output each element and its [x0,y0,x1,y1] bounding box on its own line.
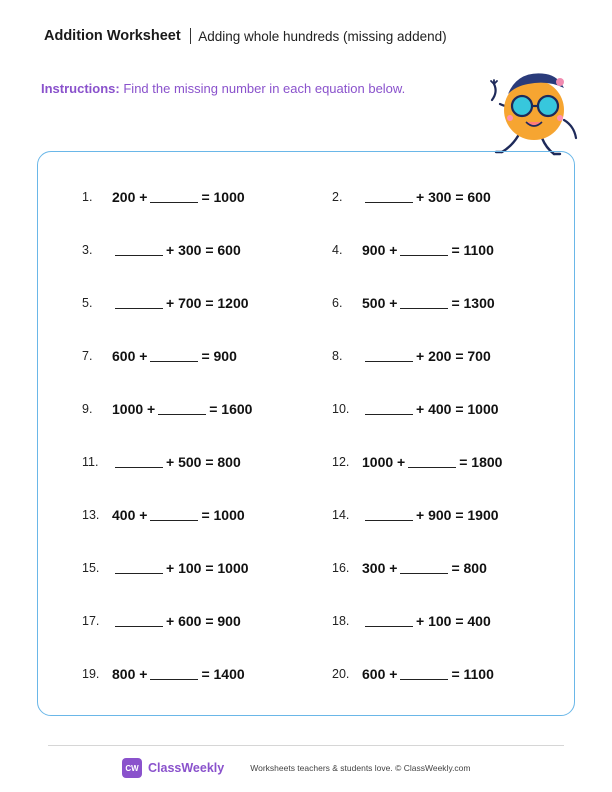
equation [362,507,499,523]
equation-right-part: = 1800 [459,454,503,470]
answer-blank[interactable] [365,350,413,362]
worksheet-subtitle: Adding whole hundreds (missing addend) [198,28,447,44]
answer-blank[interactable] [115,244,163,256]
footer [122,758,470,778]
problem-item [332,505,499,525]
instructions-text: Find the missing number in each equation below. [123,81,406,96]
equation-left-part: 400 + [112,507,148,523]
problem-item [82,240,241,260]
equation-right-part: = 1600 [209,401,253,417]
answer-blank[interactable] [115,456,163,468]
sunglasses-mascot-illustration [488,60,584,160]
problem-number: 16. [332,561,350,575]
answer-blank[interactable] [365,403,413,415]
equation-right-part: + 500 = 800 [166,454,241,470]
problem-number: 8. [332,349,343,363]
equation [362,189,491,205]
problem-number: 12. [332,455,350,469]
footer-divider [48,745,564,746]
equation-right-part: + 400 = 1000 [416,401,499,417]
equation-right-part: = 1100 [451,242,494,258]
equation [112,454,241,470]
equation-right-part: + 200 = 700 [416,348,491,364]
equation [362,560,487,576]
equation-right-part: + 300 = 600 [166,242,241,258]
answer-blank[interactable] [150,509,198,521]
equation-right-part: + 100 = 1000 [166,560,249,576]
answer-blank[interactable] [150,668,198,680]
problem-number: 2. [332,190,343,204]
equation-right-part: + 700 = 1200 [166,295,249,311]
equation-left-part: 500 + [362,295,398,311]
footer-tagline: Worksheets teachers & students love. © ClassWeekly.com [250,763,471,773]
equation-right-part: = 1000 [201,507,245,523]
problem-number: 4. [332,243,343,257]
problem-item [82,346,237,366]
equation [362,613,491,629]
equation-left-part: 1000 + [362,454,406,470]
equation [362,242,494,258]
equation [362,295,495,311]
equation [362,348,491,364]
equation-left-part: 900 + [362,242,398,258]
header-divider [190,28,192,44]
brand-name[interactable]: ClassWeekly [148,761,225,775]
answer-blank[interactable] [400,562,448,574]
equation-right-part: + 300 = 600 [416,189,491,205]
problem-item [82,611,241,631]
equation-right-part: + 600 = 900 [166,613,241,629]
equation [112,242,241,258]
problem-item [332,399,499,419]
problem-item [332,611,491,631]
problem-number: 9. [82,402,93,416]
equation-left-part: 1000 + [112,401,156,417]
worksheet-header [44,28,447,44]
answer-blank[interactable] [400,668,448,680]
answer-blank[interactable] [365,615,413,627]
equation [362,666,494,682]
equation [112,507,245,523]
problem-number: 19. [82,667,100,681]
classweekly-logo: CW [122,758,142,778]
problem-number: 18. [332,614,350,628]
worksheet-title: Addition Worksheet [44,28,181,44]
problem-item [82,187,245,207]
problem-item [332,452,502,472]
equation-right-part: = 1400 [201,666,245,682]
answer-blank[interactable] [115,562,163,574]
equation-right-part: = 1000 [201,189,245,205]
problem-item [332,293,495,313]
problem-number: 11. [82,455,99,469]
instructions [41,81,405,96]
problem-number: 15. [82,561,100,575]
problem-number: 1. [82,190,93,204]
answer-blank[interactable] [400,297,448,309]
equation-left-part: 600 + [362,666,398,682]
instructions-label: Instructions: [41,81,120,96]
problem-number: 20. [332,667,350,681]
answer-blank[interactable] [365,509,413,521]
problem-number: 13. [82,508,100,522]
equation-left-part: 200 + [112,189,148,205]
problem-item [332,664,494,684]
problem-item [82,452,241,472]
problem-number: 3. [82,243,93,257]
problem-number: 5. [82,296,93,310]
answer-blank[interactable] [408,456,456,468]
equation-right-part: = 1100 [451,666,494,682]
problem-item [82,399,252,419]
equation-right-part: = 1300 [451,295,495,311]
problem-item [82,505,245,525]
equation [112,295,249,311]
equation [112,189,245,205]
problem-number: 10. [332,402,350,416]
problem-item [332,558,487,578]
equation [112,401,252,417]
equation-left-part: 800 + [112,666,148,682]
equation [112,666,245,682]
problem-number: 7. [82,349,93,363]
equation-right-part: = 900 [201,348,237,364]
problem-number: 6. [332,296,343,310]
problems-box [37,151,575,716]
problem-item [332,240,494,260]
equation [112,613,241,629]
equation [362,454,502,470]
problem-item [82,664,245,684]
answer-blank[interactable] [150,191,198,203]
equation-right-part: = 800 [451,560,487,576]
answer-blank[interactable] [158,403,206,415]
equation [112,560,249,576]
problem-item [332,346,491,366]
answer-blank[interactable] [400,244,448,256]
problem-number: 14. [332,508,350,522]
equation [362,401,499,417]
problem-item [82,558,249,578]
problem-item [82,293,249,313]
answer-blank[interactable] [115,615,163,627]
equation-left-part: 600 + [112,348,148,364]
problem-item [332,187,491,207]
answer-blank[interactable] [115,297,163,309]
problem-number: 17. [82,614,100,628]
answer-blank[interactable] [150,350,198,362]
equation-left-part: 300 + [362,560,398,576]
equation [112,348,237,364]
equation-right-part: + 900 = 1900 [416,507,499,523]
answer-blank[interactable] [365,191,413,203]
equation-right-part: + 100 = 400 [416,613,491,629]
